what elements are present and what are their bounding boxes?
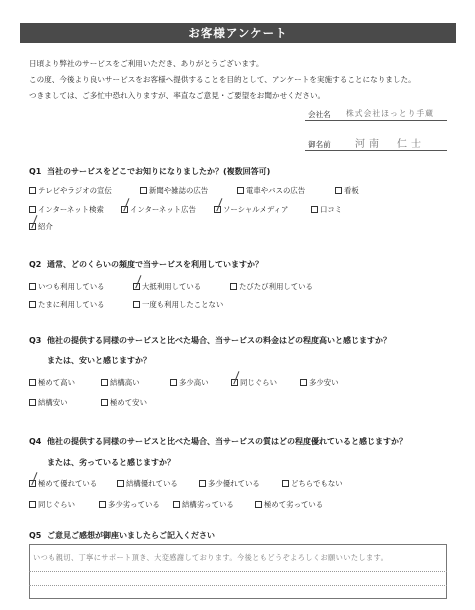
q1-option[interactable] [29, 185, 112, 196]
q4-option[interactable] [199, 478, 260, 489]
option-label: 電車やバスの広告 [246, 186, 306, 195]
option-label: 極めて劣っている [264, 500, 324, 509]
company-underline [305, 120, 447, 121]
q4-subheading: または、劣っていると感じますか？ [47, 458, 175, 467]
option-label: ソーシャルメディア [223, 205, 289, 214]
name-underline [305, 150, 447, 151]
checkbox[interactable] [173, 501, 180, 508]
q4-option[interactable] [173, 499, 234, 510]
q3-option[interactable] [101, 377, 140, 388]
checkbox[interactable] [335, 187, 342, 194]
option-label: インターネット検索 [38, 205, 104, 214]
q1-text: 当社のサービスをどこでお知りになりましたか？(複数回答可) [47, 167, 271, 176]
checkbox[interactable] [282, 480, 289, 487]
q4-option[interactable] [99, 499, 160, 510]
checkbox-checked[interactable] [29, 223, 36, 230]
q3-option[interactable] [29, 377, 75, 388]
checkbox[interactable] [29, 283, 36, 290]
q5-text: ご意見ご感想が御座いましたらご記入ください [47, 531, 215, 540]
option-label: いつも利用している [38, 282, 105, 291]
intro-line-3: つきましては、ご多忙中恐れ入りますが、率直なご意見・ご要望をお聞かせください。 [29, 91, 326, 100]
q3-heading [29, 335, 391, 346]
option-label: 新聞や雑誌の広告 [149, 186, 209, 195]
option-label: 極めて高い [38, 378, 75, 387]
checkbox[interactable] [199, 480, 206, 487]
name-value[interactable]: 河南 仁士 [355, 139, 425, 150]
q1-option[interactable] [237, 185, 305, 196]
q4-text: 他社の提供する同様のサービスと比べた場合、当サービスの質はどの程度優れていると感じますか？ [47, 437, 407, 446]
option-label: 一度も利用したことない [142, 300, 224, 309]
q1-heading [29, 166, 270, 177]
q4-number: Q4 [29, 437, 42, 446]
option-label: 極めて安い [110, 398, 147, 407]
q4-option[interactable] [117, 478, 178, 489]
q3-number: Q3 [29, 336, 42, 345]
checkbox[interactable] [237, 187, 244, 194]
comment-answer: いつも親切、丁寧にサポート頂き、大変感謝しております。今後ともどうぞよろしくお願いいたします。 [33, 553, 389, 562]
checkbox[interactable] [230, 283, 237, 290]
checkbox[interactable] [117, 480, 124, 487]
q2-option[interactable] [29, 281, 105, 292]
option-label: 看板 [344, 186, 359, 195]
option-label: 口コミ [320, 205, 343, 214]
comment-guide-line [29, 585, 447, 586]
option-label: 多少安い [309, 378, 339, 387]
q2-heading [29, 259, 263, 270]
checkbox[interactable] [29, 301, 36, 308]
company-value[interactable]: 株式会社ほっとり手蔵 [346, 109, 434, 118]
checkbox[interactable] [300, 379, 307, 386]
q1-option[interactable] [335, 185, 359, 196]
checkbox[interactable] [99, 501, 106, 508]
checkbox[interactable] [29, 187, 36, 194]
q2-text: 通常、どのくらいの頻度で当サービスを利用していますか？ [47, 260, 263, 269]
q2-number: Q2 [29, 260, 42, 269]
q5-number: Q5 [29, 531, 42, 540]
option-label: 紹介 [38, 222, 53, 231]
option-label: 多少高い [179, 378, 209, 387]
q3-option[interactable] [231, 377, 277, 388]
option-label: 同じぐらい [240, 378, 277, 387]
option-label: 結構高い [110, 378, 140, 387]
option-label: 極めて優れている [38, 479, 98, 488]
checkbox[interactable] [133, 301, 140, 308]
intro-line-2: この度、今後より良いサービスをお客様へ提供することを目的として、アンケートを実施することになりました。 [29, 75, 416, 84]
option-label: 結構安い [38, 398, 68, 407]
checkbox[interactable] [29, 379, 36, 386]
q4-option[interactable] [282, 478, 343, 489]
checkbox[interactable] [255, 501, 262, 508]
checkbox[interactable] [101, 399, 108, 406]
checkbox-checked[interactable] [121, 206, 128, 213]
q4-option[interactable] [255, 499, 323, 510]
q2-option[interactable] [133, 281, 201, 292]
q3-option[interactable] [300, 377, 339, 388]
name-label: 御名前 [308, 140, 331, 149]
option-label: たびたび利用している [239, 282, 313, 291]
q2-option[interactable] [133, 299, 223, 310]
checkbox-checked[interactable] [29, 480, 36, 487]
checkbox[interactable] [29, 501, 36, 508]
q3-option[interactable] [101, 397, 147, 408]
q4-heading [29, 436, 407, 447]
q2-option[interactable] [230, 281, 313, 292]
q1-number: Q1 [29, 167, 42, 176]
checkbox[interactable] [311, 206, 318, 213]
q1-option[interactable] [311, 204, 342, 215]
checkbox[interactable] [170, 379, 177, 386]
q5-heading [29, 530, 215, 541]
survey-title: お客様アンケート [20, 23, 456, 43]
q2-option[interactable] [29, 299, 105, 310]
option-label: 同じぐらい [38, 500, 75, 509]
q3-option[interactable] [29, 397, 68, 408]
q1-option[interactable] [214, 204, 288, 215]
q3-option[interactable] [170, 377, 209, 388]
option-label: 多少優れている [208, 479, 260, 488]
q3-subheading: または、安いと感じますか？ [47, 356, 151, 365]
q1-option[interactable] [29, 221, 53, 232]
checkbox[interactable] [101, 379, 108, 386]
q4-option[interactable] [29, 478, 97, 489]
option-label: どちらでもない [291, 479, 343, 488]
comment-guide-line [29, 571, 447, 572]
checkbox[interactable] [140, 187, 147, 194]
q1-option[interactable] [140, 185, 208, 196]
q1-option[interactable] [121, 204, 196, 215]
option-label: 結構優れている [126, 479, 178, 488]
checkbox-checked[interactable] [231, 379, 238, 386]
option-label: インターネット広告 [130, 205, 196, 214]
checkbox[interactable] [29, 399, 36, 406]
checkbox-checked[interactable] [133, 283, 140, 290]
option-label: 大抵利用している [142, 282, 202, 291]
q1-option[interactable] [29, 204, 104, 215]
intro-line-1: 日頃より弊社のサービスをご利用いただき、ありがとうございます。 [29, 59, 264, 68]
checkbox-checked[interactable] [214, 206, 221, 213]
option-label: 結構劣っている [182, 500, 234, 509]
q4-option[interactable] [29, 499, 75, 510]
option-label: たまに利用している [38, 300, 105, 309]
q3-text: 他社の提供する同様のサービスと比べた場合、当サービスの料金はどの程度高いと感じますか？ [47, 336, 391, 345]
option-label: 多少劣っている [108, 500, 160, 509]
option-label: テレビやラジオの宣伝 [38, 186, 112, 195]
checkbox[interactable] [29, 206, 36, 213]
company-label: 会社名 [308, 110, 331, 119]
